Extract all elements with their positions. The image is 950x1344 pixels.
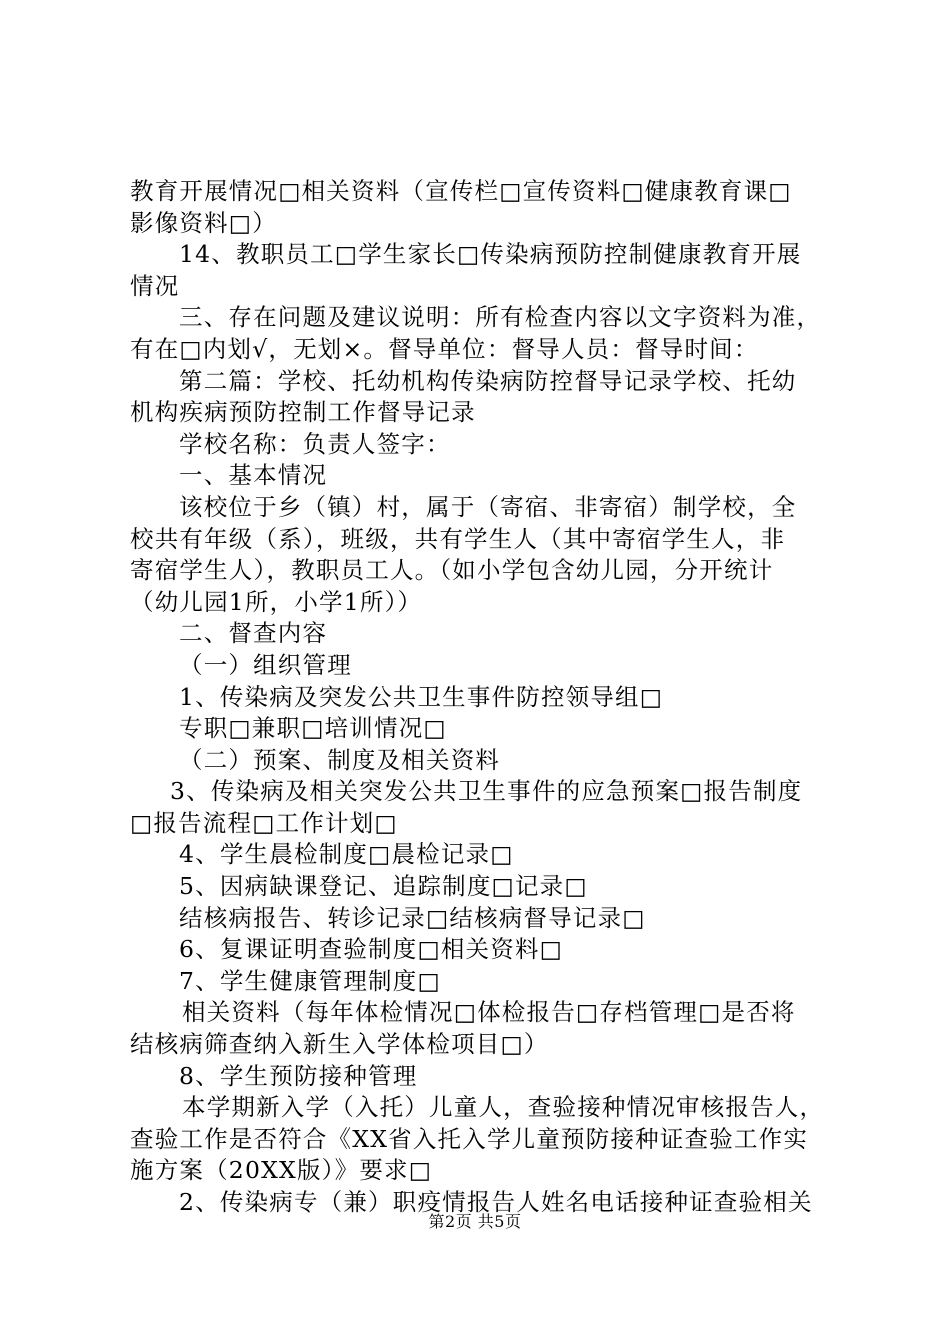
text-line: 有在□内划√，无划×。督导单位：督导人员：督导时间： [130,334,759,363]
text-line: 1、传染病及突发公共卫生事件防控领导组□ [179,682,664,711]
text-line: 7、学生健康管理制度□ [179,966,441,995]
text-line: 4、学生晨检制度□晨检记录□ [179,840,514,869]
text-line: 第二篇：学校、托幼机构传染病防控督导记录学校、托幼 [179,366,797,395]
text-line: 该校位于乡（镇）村，属于（寄宿、非寄宿）制学校，全 [179,492,797,521]
text-line: 2、传染病专（兼）职疫情报告人姓名电话接种证查验相关 [179,1188,813,1216]
text-line: 机构疾病预防控制工作督导记录 [130,398,476,427]
text-line: □报告流程□工作计划□ [130,808,398,837]
text-line: 5、因病缺课登记、追踪制度□记录□ [179,872,588,901]
text-line: 本学期新入学（入托）儿童人，查验接种情况审核报告人， [182,1093,825,1122]
text-line: 结核病筛查纳入新生入学体检项目□） [130,1030,549,1059]
text-line: 专职□兼职□培训情况□ [179,714,447,743]
text-line: 相关资料（每年体检情况□体检报告□存档管理□是否将 [182,998,796,1027]
text-line: 施方案（20XX版）》要求□ [130,1156,433,1185]
text-line: 3、传染病及相关突发公共卫生事件的应急预案□报告制度 [170,777,803,806]
text-line: 二、督查内容 [179,619,328,648]
text-line: 寄宿学生人），教职员工人。（如小学包含幼儿园，分开统计 [130,556,774,585]
text-line: （二）预案、制度及相关资料 [179,745,501,774]
text-line: 一、基本情况 [179,461,328,490]
text-line: （一）组织管理 [179,650,352,679]
text-line: 三、存在问题及建议说明：所有检查内容以文字资料为准， [179,303,822,332]
text-line: 教育开展情况□相关资料（宣传栏□宣传资料□健康教育课□ [130,177,792,205]
text-line: 结核病报告、转诊记录□结核病督导记录□ [179,903,646,932]
text-line: 学校名称：负责人签字： [179,429,451,458]
text-line: 8、学生预防接种管理 [179,1061,418,1090]
text-line: 影像资料□） [130,208,277,237]
text-line: 校共有年级（系），班级，共有学生人（其中寄宿学生人，非 [130,524,786,553]
text-line: （幼儿园1所，小学1所）） [130,587,423,616]
page-footer: 第2页 共5页 [428,1212,522,1231]
text-line: 6、复课证明查验制度□相关资料□ [179,935,564,964]
document-body [130,176,838,1219]
text-line: 14、教职员工□学生家长□传染病预防控制健康教育开展 [179,240,802,269]
text-line: 查验工作是否符合《XX省入托入学儿童预防接种证查验工作实 [130,1124,809,1153]
text-line: 情况 [130,271,180,300]
